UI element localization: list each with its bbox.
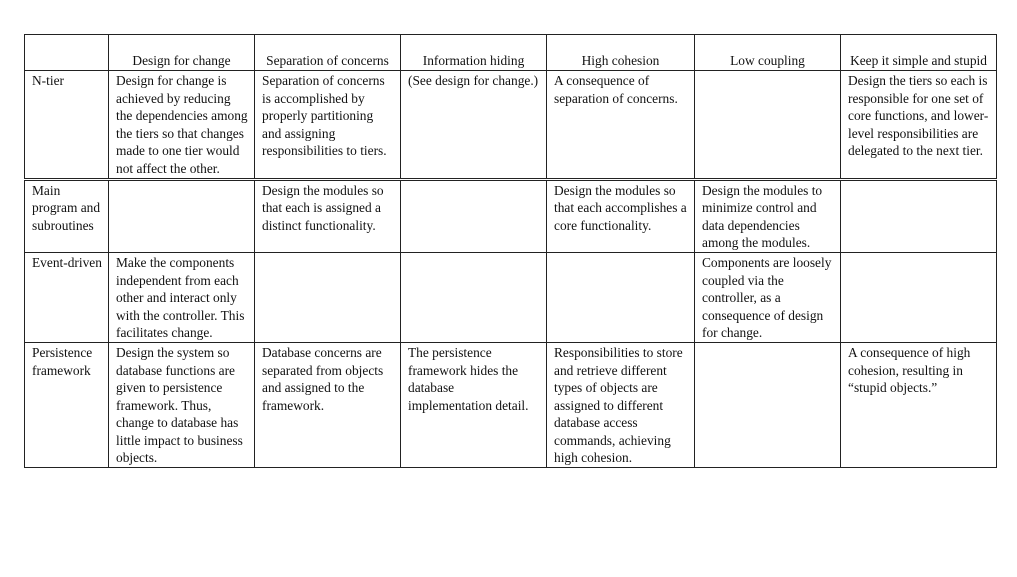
design-principles-table (24, 34, 997, 468)
header-row (25, 35, 997, 71)
table-cell: A consequence of separation of concerns. (547, 71, 695, 180)
table-cell (695, 342, 841, 467)
table-row-event-driven (25, 252, 997, 342)
column-header-corner (25, 35, 109, 71)
table-cell (841, 179, 997, 252)
table-cell (401, 179, 547, 252)
table-cell (841, 252, 997, 342)
table-cell: Design the modules so that each accomplishes a core functionality. (547, 179, 695, 252)
table-cell: A consequence of high cohesion, resulting in “stupid objects.” (841, 342, 997, 467)
column-header-high-cohesion: High cohesion (547, 35, 695, 71)
table-row-persistence-framework (25, 342, 997, 467)
column-header-information-hiding: Information hiding (401, 35, 547, 71)
table-row-n-tier (25, 71, 997, 180)
column-header-low-coupling: Low coupling (695, 35, 841, 71)
table-cell (401, 252, 547, 342)
table-cell: Design the modules so that each is assigned a distinct functionality. (255, 179, 401, 252)
table-cell: Make the components independent from each other and interact only with the controller. This facilitates change. (109, 252, 255, 342)
table-cell: Responsibilities to store and retrieve different types of objects are assigned to different database access commands, achieving high cohesion. (547, 342, 695, 467)
table-cell: Design the modules to minimize control and data dependencies among the modules. (695, 179, 841, 252)
table-cell (255, 252, 401, 342)
table-cell: (See design for change.) (401, 71, 547, 180)
table-cell: The persistence framework hides the database implementation detail. (401, 342, 547, 467)
column-header-design-for-change: Design for change (109, 35, 255, 71)
table-cell: Components are loosely coupled via the controller, as a consequence of design for change. (695, 252, 841, 342)
table-cell (547, 252, 695, 342)
table-cell: Separation of concerns is accomplished by properly partitioning and assigning responsibilities to tiers. (255, 71, 401, 180)
row-label: Main program and subroutines (25, 179, 109, 252)
table-cell: Design for change is achieved by reducing the dependencies among the tiers so that changes made to one tier would not affect the other. (109, 71, 255, 180)
table-cell: Database concerns are separated from objects and assigned to the framework. (255, 342, 401, 467)
column-header-separation-of-concerns: Separation of concerns (255, 35, 401, 71)
table-cell: Design the tiers so each is responsible for one set of core functions, and lower-level responsibilities are delegated to the next tier. (841, 71, 997, 180)
table-cell (109, 179, 255, 252)
table-cell (695, 71, 841, 180)
row-label: Event-driven (25, 252, 109, 342)
table-cell: Design the system so database functions are given to persistence framework. Thus, change to database has little impact to business objects. (109, 342, 255, 467)
table-row-main-program (25, 179, 997, 252)
row-label: N-tier (25, 71, 109, 180)
column-header-keep-it-simple: Keep it simple and stupid (841, 35, 997, 71)
row-label: Persistence framework (25, 342, 109, 467)
